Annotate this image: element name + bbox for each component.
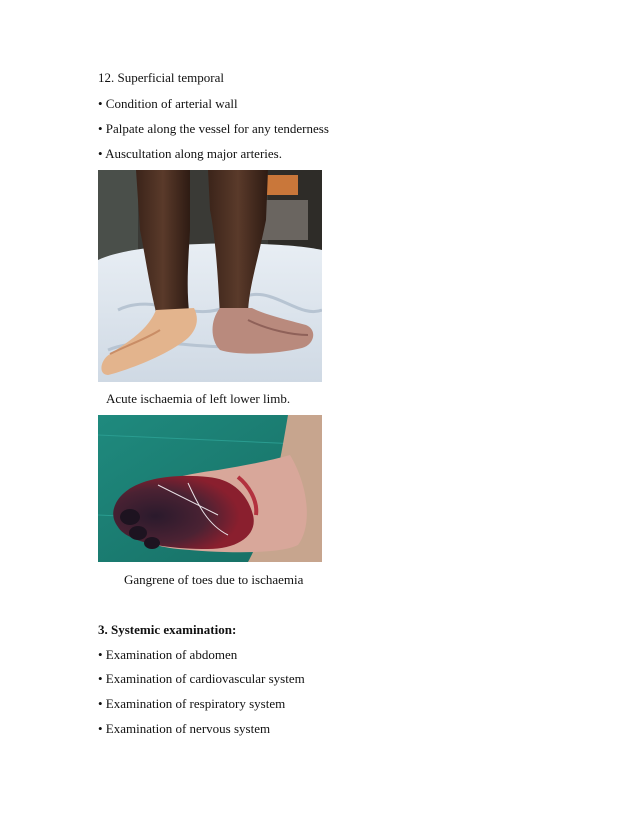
section-heading-systemic: 3. Systemic examination: [98, 622, 237, 637]
figure-caption-acute-ischaemia: Acute ischaemia of left lower limb. [106, 391, 291, 406]
bullet-respiratory: • Examination of respiratory system [98, 696, 286, 711]
bullet-arterial-wall: • Condition of arterial wall [98, 96, 238, 111]
legs-photo-icon [98, 170, 322, 382]
bullet-cardiovascular: • Examination of cardiovascular system [98, 671, 305, 686]
bullet-auscultation: • Auscultation along major arteries. [98, 146, 282, 161]
item-superficial-temporal: 12. Superficial temporal [98, 70, 224, 85]
legs-photo-image [98, 170, 322, 382]
bullet-palpate: • Palpate along the vessel for any tenderness [98, 121, 329, 136]
foot-photo-icon [98, 415, 322, 562]
bullet-abdomen: • Examination of abdomen [98, 647, 238, 662]
foot-photo-image [98, 415, 322, 562]
bullet-nervous: • Examination of nervous system [98, 721, 271, 736]
figure-caption-gangrene: Gangrene of toes due to ischaemia [124, 572, 304, 587]
